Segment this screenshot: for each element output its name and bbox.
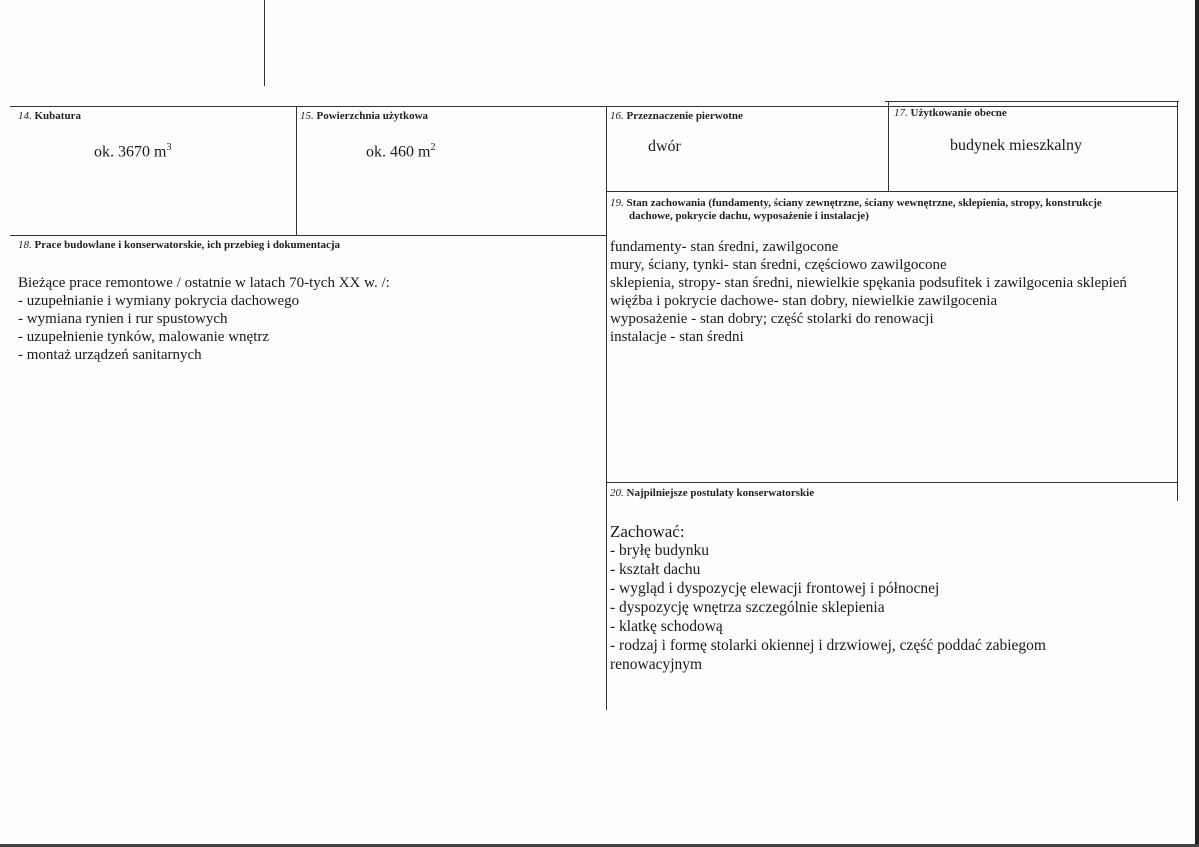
list-item: - dyspozycję wnętrza szczególnie sklepienia <box>610 599 885 616</box>
row2-right-line <box>606 191 1178 192</box>
stan-list <box>610 238 1127 346</box>
prace-list <box>18 274 390 364</box>
list-item: Bieżące prace remontowe / ostatnie w latach 70-tych XX w. /: <box>18 275 390 291</box>
prace-label: 18. Prace budowlane i konserwatorskie, ich przebieg i dokumentacja <box>18 239 341 251</box>
przeznaczenie-label: 16. Przeznaczenie pierwotne <box>610 110 743 122</box>
list-item: instalacje - stan średni <box>610 329 744 345</box>
powierzchnia-label: 15. Powierzchnia użytkowa <box>300 110 429 122</box>
list-item: Zachować: <box>610 522 685 541</box>
row2-left-line <box>10 235 606 236</box>
list-item: fundamenty- stan średni, zawilgocone <box>610 239 839 255</box>
uzytkowanie-value: budynek mieszkalny <box>950 137 1082 154</box>
col1-divider <box>296 106 297 236</box>
list-item: sklepienia, stropy- stan średni, niewielkie spękania podsufitek i zawilgocenia sklepień <box>610 275 1127 291</box>
stan-label: 19. Stan zachowania (fundamenty, ściany zewnętrzne, ściany wewnętrzne, sklepienia, stropy, konstrukcje dachowe, pokrycie dachu, wyposażenie i instalacje) <box>610 197 1102 222</box>
list-item: wyposażenie - stan dobry; część stolarki do renowacji <box>610 311 934 327</box>
list-item: - klatkę schodową <box>610 618 723 635</box>
list-item: - wygląd i dyspozycję elewacji frontowej i północnej <box>610 580 940 597</box>
col3-divider <box>888 101 889 191</box>
uzytkowanie-label: 17. Użytkowanie obecne <box>894 107 1007 119</box>
postulaty-label: 20. Najpilniejsze postulaty konserwatorskie <box>610 487 815 499</box>
scan-edge-right <box>1195 0 1199 847</box>
powierzchnia-value: ok. 460 $m^2$ <box>366 142 436 161</box>
top-divider-line <box>264 0 265 86</box>
list-item: - rodzaj i formę stolarki okiennej i drzwiowej, część poddać zabiegom <box>610 637 1046 654</box>
col-center-divider <box>606 106 607 710</box>
list-item: mury, ściany, tynki- stan średni, częściowo zawilgocone <box>610 257 947 273</box>
list-item: - montaż urządzeń sanitarnych <box>18 347 202 363</box>
list-item: renowacyjnym <box>610 656 703 673</box>
kubatura-label: 14. Kubatura <box>18 110 81 122</box>
list-item: - kształt dachu <box>610 561 701 578</box>
list-item: - uzupełnienie tynków, malowanie wnętrz <box>18 329 270 345</box>
list-item: więźba i pokrycie dachowe- stan dobry, niewielkie zawilgocenia <box>610 293 998 309</box>
list-item: - bryłę budynku <box>610 542 710 559</box>
postulaty-list <box>610 522 1046 674</box>
przeznaczenie-value: dwór <box>648 138 681 155</box>
right-border-line <box>1177 101 1178 501</box>
kubatura-value: ok. 3670 $m^3$ <box>94 142 172 161</box>
list-item: - wymiana rynien i rur spustowych <box>18 311 228 327</box>
row3-right-line <box>606 482 1178 483</box>
row1-top-line-right <box>885 101 1179 102</box>
list-item: - uzupełnianie i wymiany pokrycia dachowego <box>18 293 300 309</box>
